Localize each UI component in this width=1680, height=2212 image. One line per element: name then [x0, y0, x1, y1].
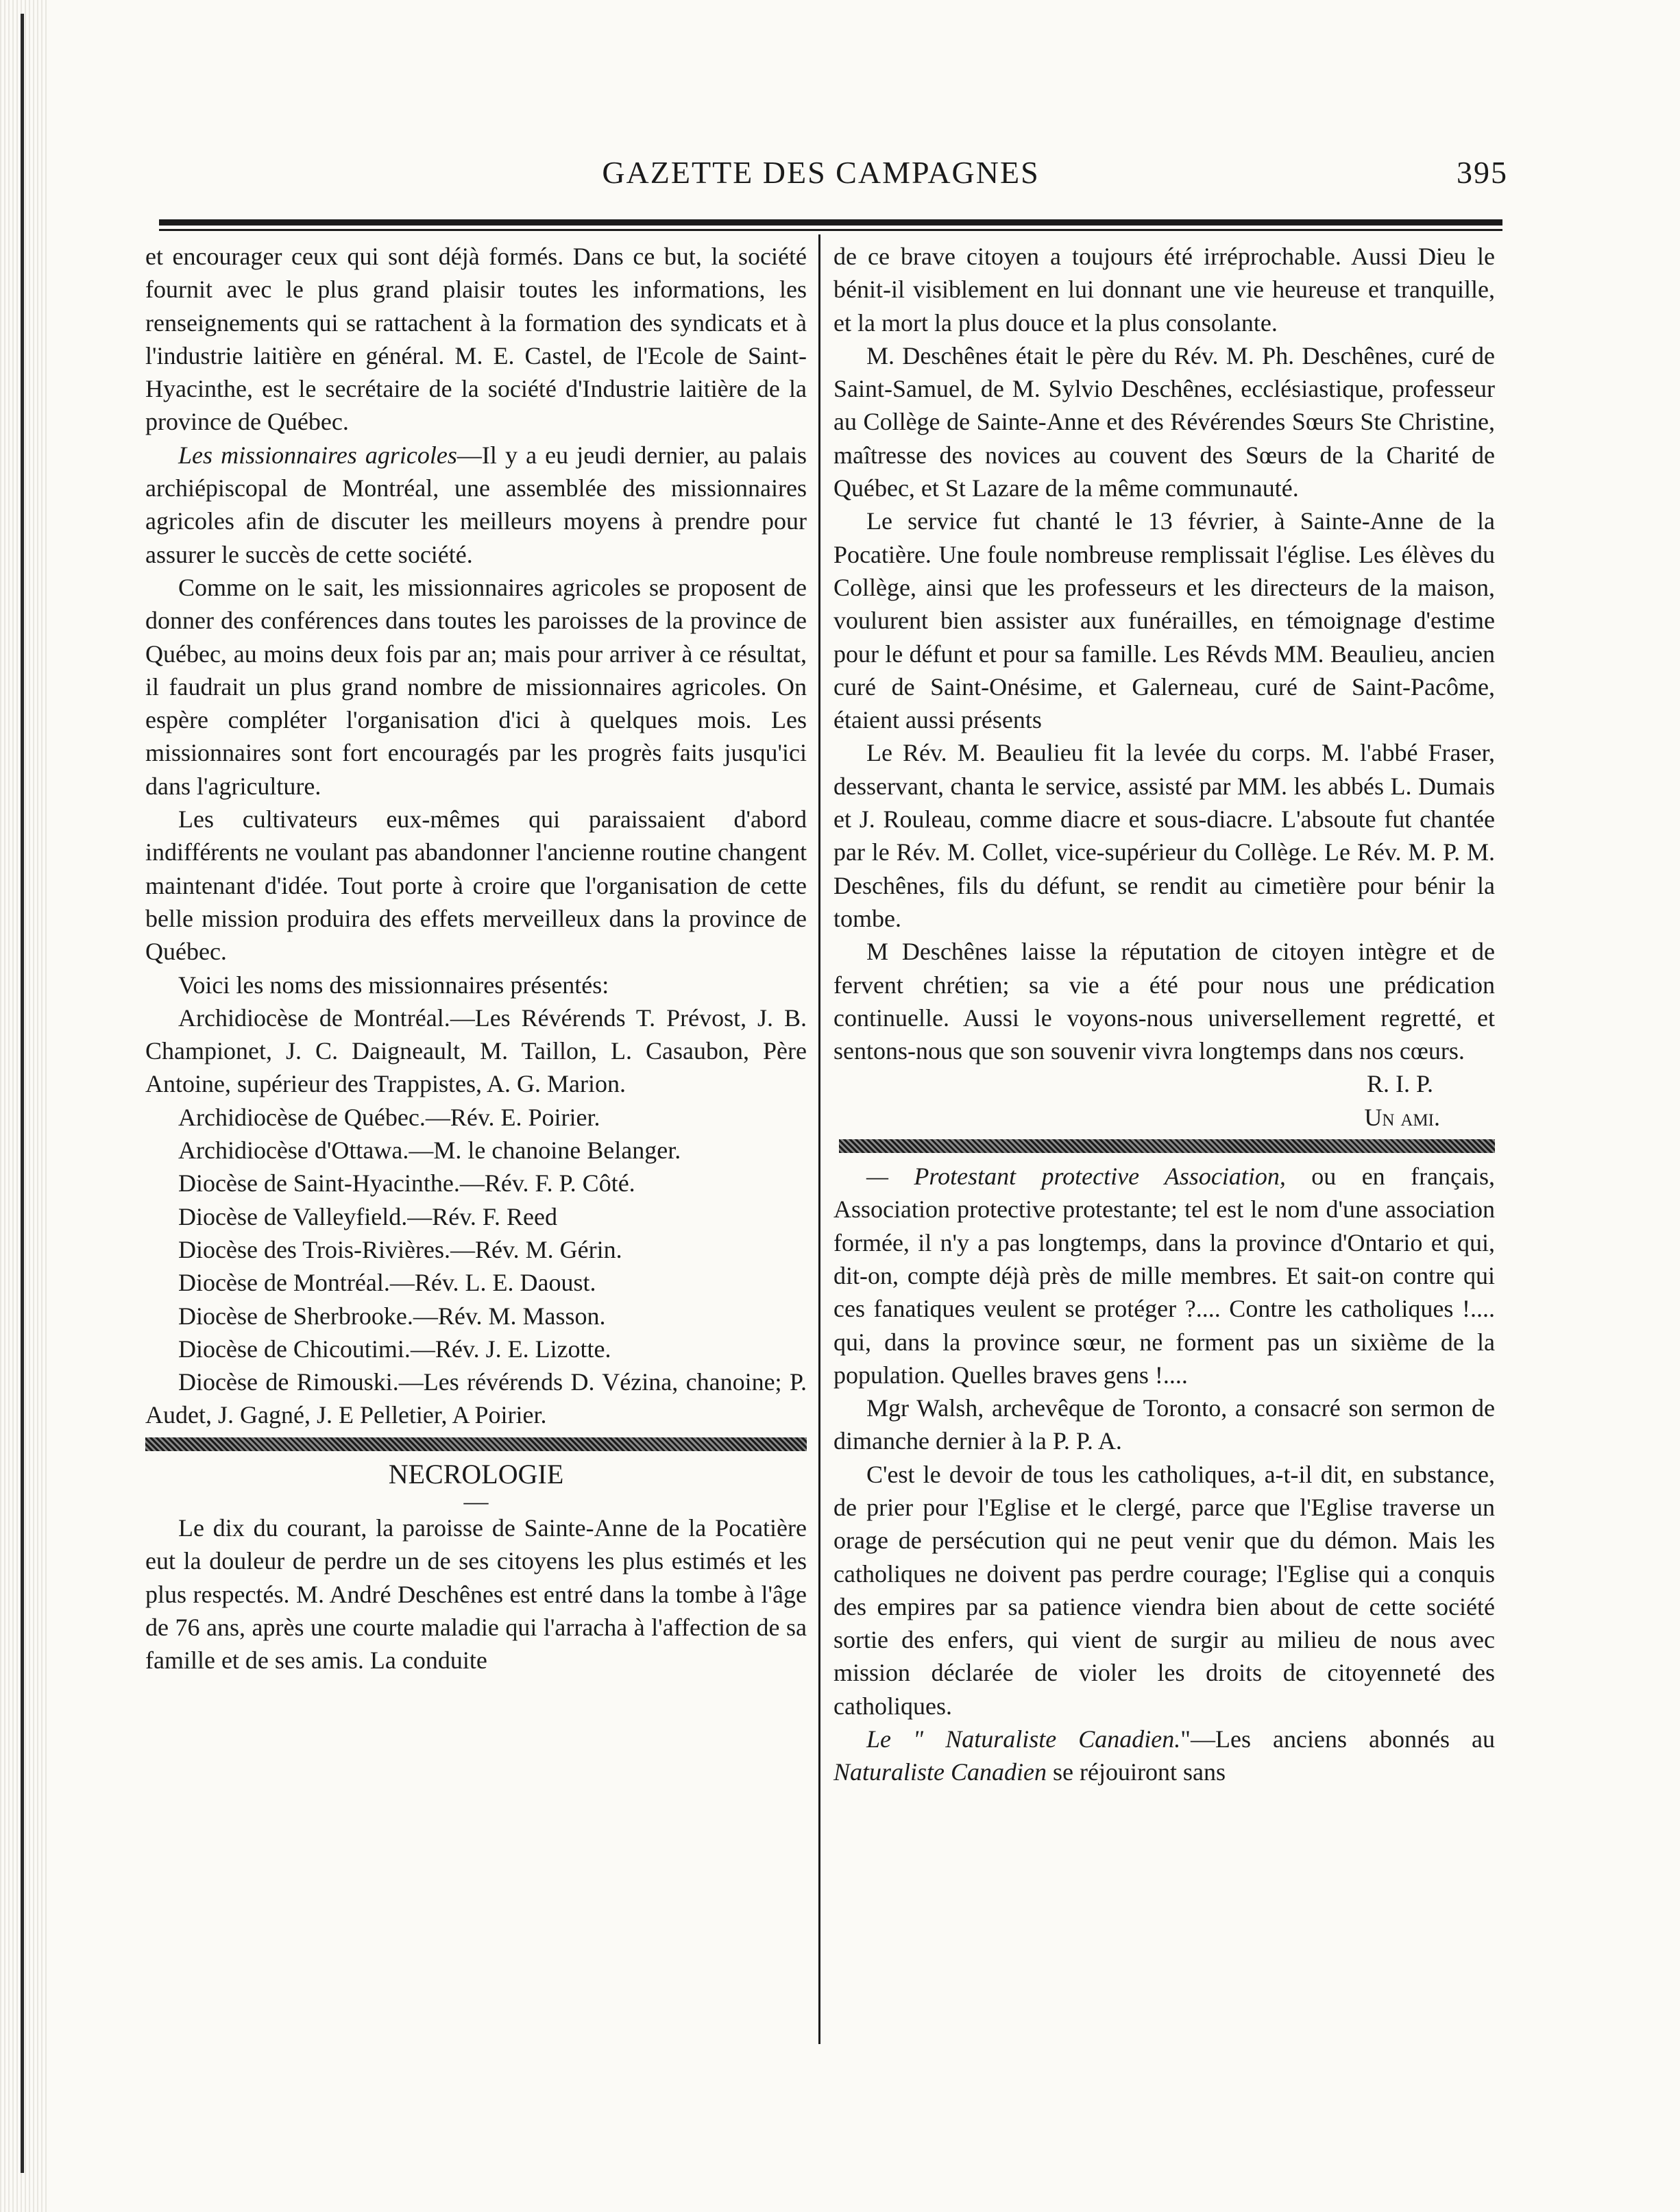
- paragraph: et encourager ceux qui sont déjà formés. Dans ce but, la société fournit avec le plus grand plaisir toutes les informations, les renseignements qui se rattachent à la formation des syndicats et à l'industrie laitière en général. M. E. Castel, de l'Ecole de Saint-Hyacinthe, est le secrétaire de la société d'Industrie laitière de la province de Québec.: [145, 243, 807, 436]
- right-column: [833, 240, 1495, 1789]
- list-item: Diocèse de Valleyfield.—Rév. F. Reed: [178, 1202, 557, 1230]
- page-header: [134, 154, 1508, 202]
- paragraph-text: —Il y a eu jeudi dernier, au palais archiépiscopal de Montréal, une assemblée des missionnaires agricoles afin de discuter les meilleurs moyens à prendre pour assurer le succès de cette société.: [145, 441, 807, 568]
- paragraph: Archidiocèse de Montréal.—Les Révérends T. Prévost, J. B. Championet, J. C. Daigneault, M. Taillon, L. Casaubon, Père Antoine, supérieur des Trappistes, A. G. Marion.: [145, 1004, 807, 1098]
- paragraph: [833, 1723, 1495, 1789]
- rip-line: R. I. P.: [1366, 1070, 1433, 1098]
- binding-edge-line: [21, 14, 24, 2173]
- paragraph: Comme on le sait, les missionnaires agricoles se proposent de donner des conférences dans toutes les paroisses de la province de Québec, au moins deux fois par an; mais pour arriver à ce résultat, il faudrait un plus grand nombre de missionnaires agricoles. On espère compléter l'organisation d'ici à quelques mois. Les missionnaires sont fort encouragés par les progrès faits jusqu'ici dans l'agriculture.: [145, 573, 807, 800]
- paragraph: Le Rév. M. Beaulieu fit la levée du corps. M. l'abbé Fraser, desservant, chanta le service, assisté par MM. les abbés L. Dumais et J. Rouleau, comme diacre et sous-diacre. L'absoute fut chantée par le Rév. M. Collet, vice-supérieur du Collège. Le Rév. M. P. M. Deschênes, fils du défunt, se rendit au cimetière pour bénir la tombe.: [833, 739, 1495, 932]
- paragraph: Diocèse de Rimouski.—Les révérends D. Vézina, chanoine; P. Audet, J. Gagné, J. E Pelletier, A Poirier.: [145, 1368, 807, 1429]
- paragraph: M. Deschênes était le père du Rév. M. Ph. Deschênes, curé de Saint-Samuel, de M. Sylvio Deschênes, ecclésiastique, professeur au Collège de Sainte-Anne et des Révérendes Sœurs Ste Christine, maîtresse des novices au couvent des Sœurs de la Charité de Québec, et St Lazare de la même communauté.: [833, 341, 1495, 502]
- paragraph: M Deschênes laisse la réputation de citoyen intègre et de fervent chrétien; sa vie a été pour nous une prédication continuelle. Aussi le voyons-nous universellement regretté, et sentons-nous que son souvenir vivra longtemps dans nos cœurs.: [833, 938, 1495, 1065]
- list-item: Diocèse de Montréal.—Rév. L. E. Daoust.: [178, 1269, 596, 1297]
- column-separator: [818, 234, 820, 2044]
- paragraph: de ce brave citoyen a toujours été irréprochable. Aussi Dieu le bénit-il visiblement en lui donnant une vie heureuse et tranquille, et la mort la plus douce et la plus consolante.: [833, 243, 1495, 337]
- paragraph: C'est le devoir de tous les catholiques, a-t-il dit, en substance, de prier pour l'Eglise et le clergé, parce que l'Eglise traverse un orage de persécution qui ne peut venir que du démon. Mais les catholiques ne doivent pas perdre courage; l'Eglise qui a conquis des empires par sa patience viendra bien about de cette société sortie des enfers, qui vient de surgir au milieu de nous avec mission déclarée de violer les droits de citoyenneté des catholiques.: [833, 1460, 1495, 1720]
- heading-dash: —: [463, 1487, 489, 1515]
- page-number: 395: [1457, 155, 1508, 190]
- paragraph: [145, 439, 807, 571]
- article-title: Les missionnaires agricoles: [178, 441, 457, 469]
- left-column: [145, 240, 807, 1677]
- article-title: — Protestant protective Association,: [866, 1163, 1286, 1191]
- scan-margin-texture: [0, 0, 48, 2212]
- paragraph-text: se réjouiront sans: [1047, 1758, 1226, 1786]
- paragraph: Le service fut chanté le 13 février, à Sainte-Anne de la Pocatière. Une foule nombreuse remplissait l'église. Les élèves du Collège, ainsi que les professeurs et les directeurs de la maison, voulurent bien assister aux funérailles, en témoignage d'estime pour le défunt et pour sa famille. Les Révds MM. Beaulieu, ancien curé de Saint-Onésime, et Galerneau, curé de Saint-Pacôme, étaient aussi présents: [833, 507, 1495, 734]
- paragraph: Mgr Walsh, archevêque de Toronto, a consacré son sermon de dimanche dernier à la P. P. A.: [833, 1394, 1495, 1455]
- article-title: Le " Naturaliste Canadien.: [866, 1725, 1181, 1753]
- list-item: Diocèse de Sherbrooke.—Rév. M. Masson.: [178, 1302, 606, 1330]
- paragraph: Les cultivateurs eux-mêmes qui paraissaient d'abord indifférents ne voulant pas abandonner l'ancienne routine changent maintenant d'idée. Tout porte à croire que l'organisation de cette belle mission produira des effets merveilleux dans la province de Québec.: [145, 805, 807, 966]
- list-item: Diocèse de Chicoutimi.—Rév. J. E. Lizotte.: [178, 1335, 611, 1363]
- list-item: Archidiocèse d'Ottawa.—M. le chanoine Belanger.: [178, 1137, 681, 1165]
- journal-name: Naturaliste Canadien: [833, 1758, 1047, 1786]
- list-item: Diocèse de Saint-Hyacinthe.—Rév. F. P. Côté.: [178, 1169, 635, 1198]
- signature: Un ami.: [1364, 1103, 1440, 1131]
- page-title: GAZETTE DES CAMPAGNES: [602, 155, 1040, 190]
- paragraph-text: "—Les anciens abonnés au: [1180, 1725, 1495, 1753]
- header-rule-thick: [159, 219, 1502, 226]
- section-heading: NECROLOGIE: [388, 1458, 564, 1490]
- list-item: Diocèse des Trois-Rivières.—Rév. M. Gérin.: [178, 1235, 622, 1263]
- section-divider: [145, 1437, 807, 1451]
- paragraph: Voici les noms des missionnaires présentés:: [178, 971, 609, 999]
- list-item: Archidiocèse de Québec.—Rév. E. Poirier.: [178, 1103, 600, 1131]
- paragraph-text: ou en français, Association protective protestante; tel est le nom d'une association formée, il n'y a pas longtemps, dans la province d'Ontario et qui, dit-on, compte déjà près de mille membres. Et sait-on contre qui ces fanatiques veulent se protéger ?.... Contre les catholiques !.... qui, dans la province sœur, ne forment pas un sixième de la population. Quelles braves gens !....: [833, 1163, 1496, 1389]
- header-rule-thin: [159, 229, 1502, 231]
- section-divider: [839, 1139, 1495, 1153]
- paragraph: [833, 1160, 1495, 1391]
- paragraph: Le dix du courant, la paroisse de Sainte-Anne de la Pocatière eut la douleur de perdre un de ses citoyens les plus estimés et les plus respectés. M. André Deschênes est entré dans la tombe à l'âge de 76 ans, après une courte maladie qui l'arracha à l'affection de sa famille et de ses amis. La conduite: [145, 1514, 807, 1675]
